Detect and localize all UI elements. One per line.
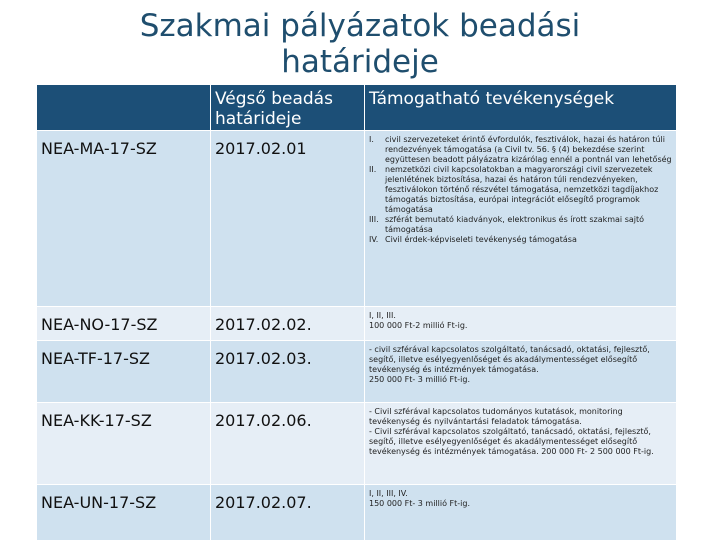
- activity-number: II.: [369, 165, 377, 174]
- header-code: [37, 85, 211, 131]
- row-code: NEA-TF-17-SZ: [37, 341, 211, 403]
- header-deadline: Végső beadás határideje: [211, 85, 365, 131]
- activity-item: [369, 235, 672, 245]
- activity-line: - civil szférával kapcsolatos szolgáltató, tanácsadó, oktatási, fejlesztő, segítő, illetve esélyegyenlőséget és akadálymentességet elősegítő tevékenység és intézmények támogatása.: [369, 345, 650, 374]
- activity-item: [369, 215, 672, 235]
- activity-number: III.: [369, 215, 379, 224]
- row-code: NEA-MA-17-SZ: [37, 131, 211, 307]
- row-activities: [365, 307, 677, 341]
- row-deadline: 2017.02.02.: [211, 307, 365, 341]
- activity-number: IV.: [369, 235, 379, 244]
- activity-text: nemzetközi civil kapcsolatokban a magyarországi civil szervezetek jelenlétének biztosítása, hazai és határon túli rendezvényeken, fesztiválokon történő részvétel támogatása, nemzetközi tagdíjakhoz támogatás biztosítása, európai integrációt elősegítő programok támogatása: [385, 165, 659, 214]
- table-header-row: [37, 85, 677, 131]
- row-activities: [365, 485, 677, 541]
- activity-line: I, II, III.: [369, 311, 396, 320]
- table-row: [37, 485, 677, 541]
- page-title: Szakmai pályázatok beadási határideje: [139, 8, 581, 80]
- activity-item: [369, 165, 672, 215]
- activity-line: I, II, III, IV.: [369, 489, 408, 498]
- deadlines-table: [36, 84, 677, 541]
- row-deadline: 2017.02.06.: [211, 403, 365, 485]
- row-deadline: 2017.02.03.: [211, 341, 365, 403]
- table-row: [37, 341, 677, 403]
- row-code: NEA-UN-17-SZ: [37, 485, 211, 541]
- row-activities: [365, 403, 677, 485]
- row-activities: [365, 131, 677, 307]
- table-row: [37, 307, 677, 341]
- table-row: [37, 403, 677, 485]
- activity-line: - Civil szférával kapcsolatos szolgáltató, tanácsadó, oktatási, fejlesztő, segítő, illetve esélyegyenlőséget és akadálymentességet elősegítő tevékenység és intézmények támogatása. 200 000 Ft- 2 500 000 Ft-ig.: [369, 427, 654, 456]
- row-deadline: 2017.02.07.: [211, 485, 365, 541]
- row-code: NEA-NO-17-SZ: [37, 307, 211, 341]
- row-deadline: 2017.02.01: [211, 131, 365, 307]
- row-code: NEA-KK-17-SZ: [37, 403, 211, 485]
- activity-number: I.: [369, 135, 374, 144]
- table-row: [37, 131, 677, 307]
- activity-item: [369, 135, 672, 165]
- activity-text: Civil érdek-képviseleti tevékenység támogatása: [385, 235, 577, 244]
- header-activities: Támogatható tevékenységek: [365, 85, 677, 131]
- activity-text: szférát bemutató kiadványok, elektronikus és írott szakmai sajtó támogatása: [385, 215, 645, 234]
- row-activities: [365, 341, 677, 403]
- activity-text: civil szervezeteket érintő évfordulók, fesztiválok, hazai és határon túli rendezvények támogatása (a Civil tv. 56. § (4) bekezdése szerint együttesen beadott pályázatra kizárólag ennél a pontnál van lehetőség: [385, 135, 672, 164]
- activity-line: 100 000 Ft-2 millió Ft-ig.: [369, 321, 468, 330]
- activity-line: 250 000 Ft- 3 millió Ft-ig.: [369, 375, 471, 384]
- activity-line: - Civil szférával kapcsolatos tudományos kutatások, monitoring tevékenység és nyilvántartási feladatok támogatása.: [369, 407, 623, 426]
- activity-line: 150 000 Ft- 3 millió Ft-ig.: [369, 499, 471, 508]
